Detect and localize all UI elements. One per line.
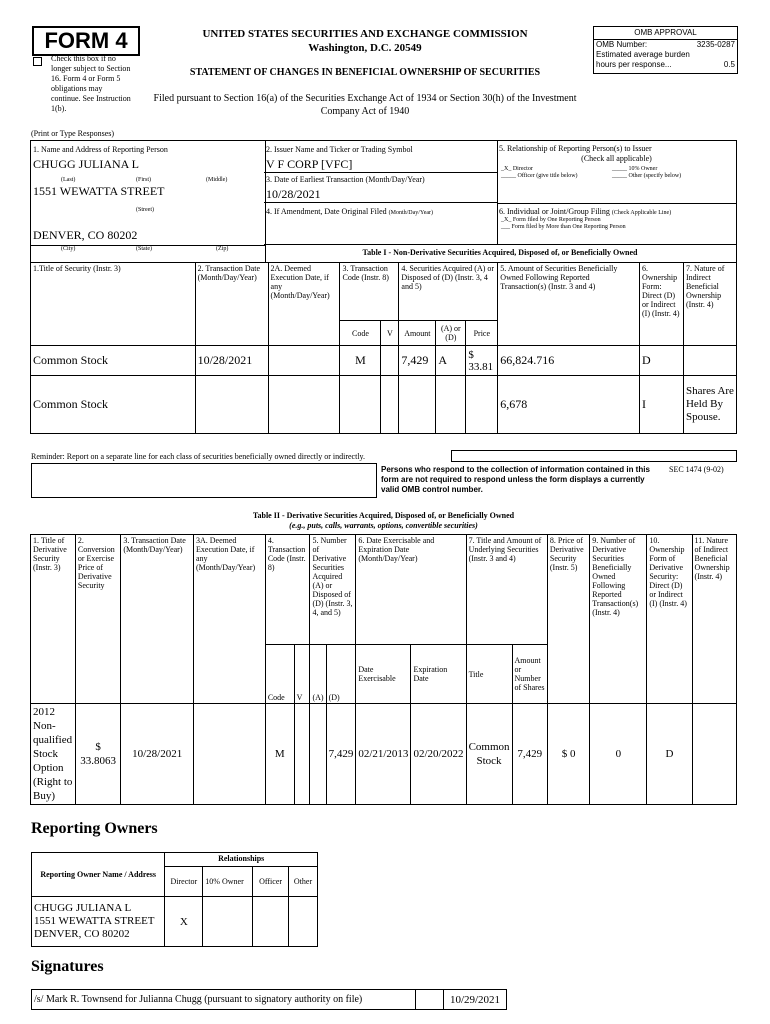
t1-r0-nature <box>683 346 736 376</box>
table2 <box>30 534 737 805</box>
signatures-heading: Signatures <box>31 958 104 975</box>
agency-location: Washington, D.C. 20549 <box>308 42 422 54</box>
box4-label: 4. If Amendment, Date Original Filed <box>266 207 387 216</box>
t1-r1-price <box>466 376 498 434</box>
t1-sub-amount: Amount <box>399 321 436 346</box>
t1-r1-deemed <box>268 376 340 434</box>
signature-text: /s/ Mark R. Townsend for Julianna Chugg (pursuant to signatory authority on file) <box>32 990 416 1010</box>
first-label: (First) <box>136 177 151 183</box>
t1-r1-title: Common Stock <box>31 376 196 434</box>
owner-director-mark: X <box>165 897 203 947</box>
persons-note: Persons who respond to the collection of information contained in this form are not required to respond unless the form displays a currently valid OMB control number. <box>381 465 650 494</box>
reporting-person-name: CHUGG JULIANA L <box>33 157 139 171</box>
t1-r1-v <box>381 376 399 434</box>
t1-r1-ad <box>436 376 466 434</box>
city-state-zip-row <box>30 244 266 263</box>
owner-name-header: Reporting Owner Name / Address <box>32 853 165 897</box>
t2-r0-d: 7,429 <box>326 704 356 805</box>
t1-sub-price: Price <box>466 321 498 346</box>
t1-h6: 6. Ownership Form: Direct (D) or Indirect (I) (Instr. 4) <box>639 263 683 346</box>
t2-r0-u-title: Common Stock <box>466 704 512 805</box>
t2-r0-v <box>294 704 310 805</box>
t2-h8: 8. Price of Derivative Security (Instr. 5) <box>547 535 589 704</box>
reporting-person-box <box>30 140 266 246</box>
owner-street: 1551 WEWATTA STREET <box>34 915 155 927</box>
earliest-transaction-box <box>264 171 498 203</box>
print-type-note: (Print or Type Responses) <box>31 129 115 138</box>
reporting-owners-table <box>31 852 318 947</box>
t2-sub-amount: Amount or Number of Shares <box>512 645 547 704</box>
t1-r1-nature: Shares Are Held By Spouse. <box>683 376 736 434</box>
earliest-transaction-value: 10/28/2021 <box>266 187 321 201</box>
t1-sub-code: Code <box>340 321 381 346</box>
t1-r0-form: D <box>639 346 683 376</box>
officer-header: Officer <box>253 867 289 897</box>
reminder-text: Reminder: Report on a separate line for each class of securities beneficially owned directly or indirectly. <box>31 452 366 461</box>
form-title: FORM 4 <box>32 26 140 56</box>
officer-line: _____ Officer (give title below) <box>501 173 578 179</box>
t1-r0-code: M <box>340 346 381 376</box>
checkbox-note: Check this box if no longer subject to Section 16. Form 4 or Form 5 obligations may continue. See Instruction 1(b). <box>51 54 131 113</box>
more-person-line: ___ Form filed by More than One Reporting Person <box>501 224 626 230</box>
signature-date: 10/29/2021 <box>444 990 507 1010</box>
issuer-value: V F CORP [VFC] <box>266 157 353 171</box>
t2-sub-code: Code <box>265 645 294 704</box>
t2-h4: 4. Transaction Code (Instr. 8) <box>265 535 310 645</box>
t2-sub-exercisable: Date Exercisable <box>356 645 411 704</box>
box2-label: 2. Issuer Name and Ticker or Trading Symbol <box>266 145 413 154</box>
t2-r0-title: 2012 Non-qualified Stock Option (Right to Buy) <box>31 704 76 805</box>
last-label: (Last) <box>61 177 76 183</box>
t2-h6: 6. Date Exercisable and Expiration Date (Month/Day/Year) <box>356 535 466 645</box>
amendment-box <box>264 202 498 245</box>
box6-label: 6. Individual or Joint/Group Filing <box>499 207 610 216</box>
relationship-box <box>497 140 737 204</box>
t2-h3: 3. Transaction Date (Month/Day/Year) <box>121 535 194 704</box>
box6-sub: (Check Applicable Line) <box>611 210 672 216</box>
t1-r1-code <box>340 376 381 434</box>
table1 <box>30 262 737 434</box>
filing-type-box <box>497 202 737 245</box>
t2-h5: 5. Number of Derivative Securities Acquired (A) or Disposed of (D) (Instr. 3, 4, and 5) <box>310 535 356 645</box>
t2-r0-nature <box>692 704 736 805</box>
filed-pursuant: Filed pursuant to Section 16(a) of the Securities Exchange Act of 1934 or Section 30(h) of the Investment Company Act of 1940 <box>153 93 577 117</box>
t2-sub-title: Title <box>466 645 512 704</box>
t2-r0-exercisable: 02/21/2013 <box>356 704 411 805</box>
omb-approval-box <box>593 26 738 74</box>
box5-sub: (Check all applicable) <box>581 154 652 163</box>
signatures-table <box>31 989 507 1010</box>
middle-label: (Middle) <box>206 177 228 183</box>
t2-h10: 10. Ownership Form of Derivative Security: Direct (D) or Indirect (I) (Instr. 4) <box>647 535 692 704</box>
t2-sub-a: (A) <box>310 645 326 704</box>
statement-title: STATEMENT OF CHANGES IN BENEFICIAL OWNERSHIP OF SECURITIES <box>189 67 541 78</box>
omb-number: 3235-0287 <box>696 40 735 49</box>
t1-h7: 7. Nature of Indirect Beneficial Ownership (Instr. 4) <box>683 263 736 346</box>
t1-h1: 1.Title of Security (Instr. 3) <box>31 263 196 346</box>
t2-r0-form: D <box>647 704 692 805</box>
t2-r0-owned: 0 <box>590 704 647 805</box>
table1-title: Table I - Non-Derivative Securities Acquired, Disposed of, or Beneficially Owned <box>264 244 737 263</box>
t1-h4: 4. Securities Acquired (A) or Disposed of (D) (Instr. 3, 4 and 5) <box>399 263 498 321</box>
t2-sub-v: V <box>294 645 310 704</box>
reminder-box-left <box>31 463 377 498</box>
omb-title: OMB APPROVAL <box>594 27 737 40</box>
t1-h3: 3. Transaction Code (Instr. 8) <box>340 263 399 321</box>
t2-r0-u-amount: 7,429 <box>512 704 547 805</box>
omb-hours-label: hours per response... <box>596 60 672 69</box>
t2-h2: 2. Conversion or Exercise Price of Derivative Security <box>75 535 120 704</box>
t2-r0-deriv-price: $ 0 <box>547 704 589 805</box>
table-row <box>31 346 737 376</box>
t1-r0-owned: 66,824.716 <box>498 346 640 376</box>
table-row <box>32 897 318 947</box>
t1-r0-price: $ 33.81 <box>466 346 498 376</box>
zip-label: (Zip) <box>216 246 229 252</box>
reminder-box-right <box>451 450 737 462</box>
t2-h11: 11. Nature of Indirect Beneficial Ownership (Instr. 4) <box>692 535 736 704</box>
t1-r1-form: I <box>639 376 683 434</box>
t1-r0-date: 10/28/2021 <box>195 346 268 376</box>
state-label: (State) <box>136 246 152 252</box>
t1-h2a: 2A. Deemed Execution Date, if any (Month/Day/Year) <box>268 263 340 346</box>
t2-r0-date: 10/28/2021 <box>121 704 194 805</box>
issuer-box <box>264 140 498 173</box>
t1-r0-title: Common Stock <box>31 346 196 376</box>
no-longer-subject-checkbox[interactable] <box>33 57 42 66</box>
table-row <box>31 376 737 434</box>
t1-r0-amount: 7,429 <box>399 346 436 376</box>
relationships-header: Relationships <box>165 853 318 867</box>
t1-r1-amount <box>399 376 436 434</box>
t2-r0-code: M <box>265 704 294 805</box>
omb-number-label: OMB Number: <box>596 40 648 49</box>
reporting-person-city: DENVER, CO 80202 <box>33 228 138 242</box>
t2-h9: 9. Number of Derivative Securities Beneficially Owned Following Reported Transaction(s) (Instr. 4) <box>590 535 647 704</box>
t2-h1: 1. Title of Derivative Security (Instr. 3) <box>31 535 76 704</box>
t1-sub-ad: (A) or (D) <box>436 321 466 346</box>
ten-pct-header: 10% Owner <box>203 867 253 897</box>
owner-city: DENVER, CO 80202 <box>34 928 130 940</box>
t1-h5: 5. Amount of Securities Beneficially Owned Following Reported Transaction(s) (Instr. 3 and 4) <box>498 263 640 346</box>
t1-h2: 2. Transaction Date (Month/Day/Year) <box>195 263 268 346</box>
t2-r0-a <box>310 704 326 805</box>
ten-pct-line: _____ 10% Owner <box>612 166 658 172</box>
t2-sub-d: (D) <box>326 645 356 704</box>
t2-r0-deemed <box>194 704 266 805</box>
t1-r0-deemed <box>268 346 340 376</box>
t1-r1-date <box>195 376 268 434</box>
reporting-owners-heading: Reporting Owners <box>31 820 158 837</box>
box4-sub: (Month/Day/Year) <box>388 210 434 216</box>
t2-h3a: 3A. Deemed Execution Date, if any (Month/Day/Year) <box>194 535 266 704</box>
agency-name: UNITED STATES SECURITIES AND EXCHANGE COMMISSION <box>202 28 528 40</box>
director-line: _X_ Director <box>501 166 533 172</box>
omb-hours: 0.5 <box>723 60 735 69</box>
city-label: (City) <box>61 246 76 252</box>
street-label: (Street) <box>136 207 154 213</box>
t2-r0-expiration: 02/20/2022 <box>411 704 466 805</box>
director-header: Director <box>165 867 203 897</box>
t1-r1-owned: 6,678 <box>498 376 640 434</box>
t1-r0-v <box>381 346 399 376</box>
reporting-person-street: 1551 WEWATTA STREET <box>33 184 165 198</box>
box1-label: 1. Name and Address of Reporting Person <box>33 145 168 154</box>
box5-label: 5. Relationship of Reporting Person(s) to Issuer <box>499 144 652 153</box>
box3-label: 3. Date of Earliest Transaction (Month/Day/Year) <box>266 175 425 184</box>
other-header: Other <box>289 867 318 897</box>
omb-burden: Estimated average burden <box>596 50 690 59</box>
t1-sub-v: V <box>381 321 399 346</box>
table2-title: Table II - Derivative Securities Acquired, Disposed of, or Beneficially Owned <box>252 511 515 520</box>
owner-name: CHUGG JULIANA L <box>34 902 132 914</box>
t1-r0-ad: A <box>436 346 466 376</box>
one-person-line: _X_ Form filed by One Reporting Person <box>501 217 601 223</box>
t2-r0-price: $ 33.8063 <box>75 704 120 805</box>
other-line: _____ Other (specify below) <box>612 173 682 179</box>
sec-code: SEC 1474 (9-02) <box>669 465 724 474</box>
table2-subtitle: (e.g., puts, calls, warrants, options, convertible securities) <box>289 521 478 530</box>
t2-sub-expiration: Expiration Date <box>411 645 466 704</box>
t2-h7: 7. Title and Amount of Underlying Securities (Instr. 3 and 4) <box>466 535 547 645</box>
table-row <box>31 704 737 805</box>
